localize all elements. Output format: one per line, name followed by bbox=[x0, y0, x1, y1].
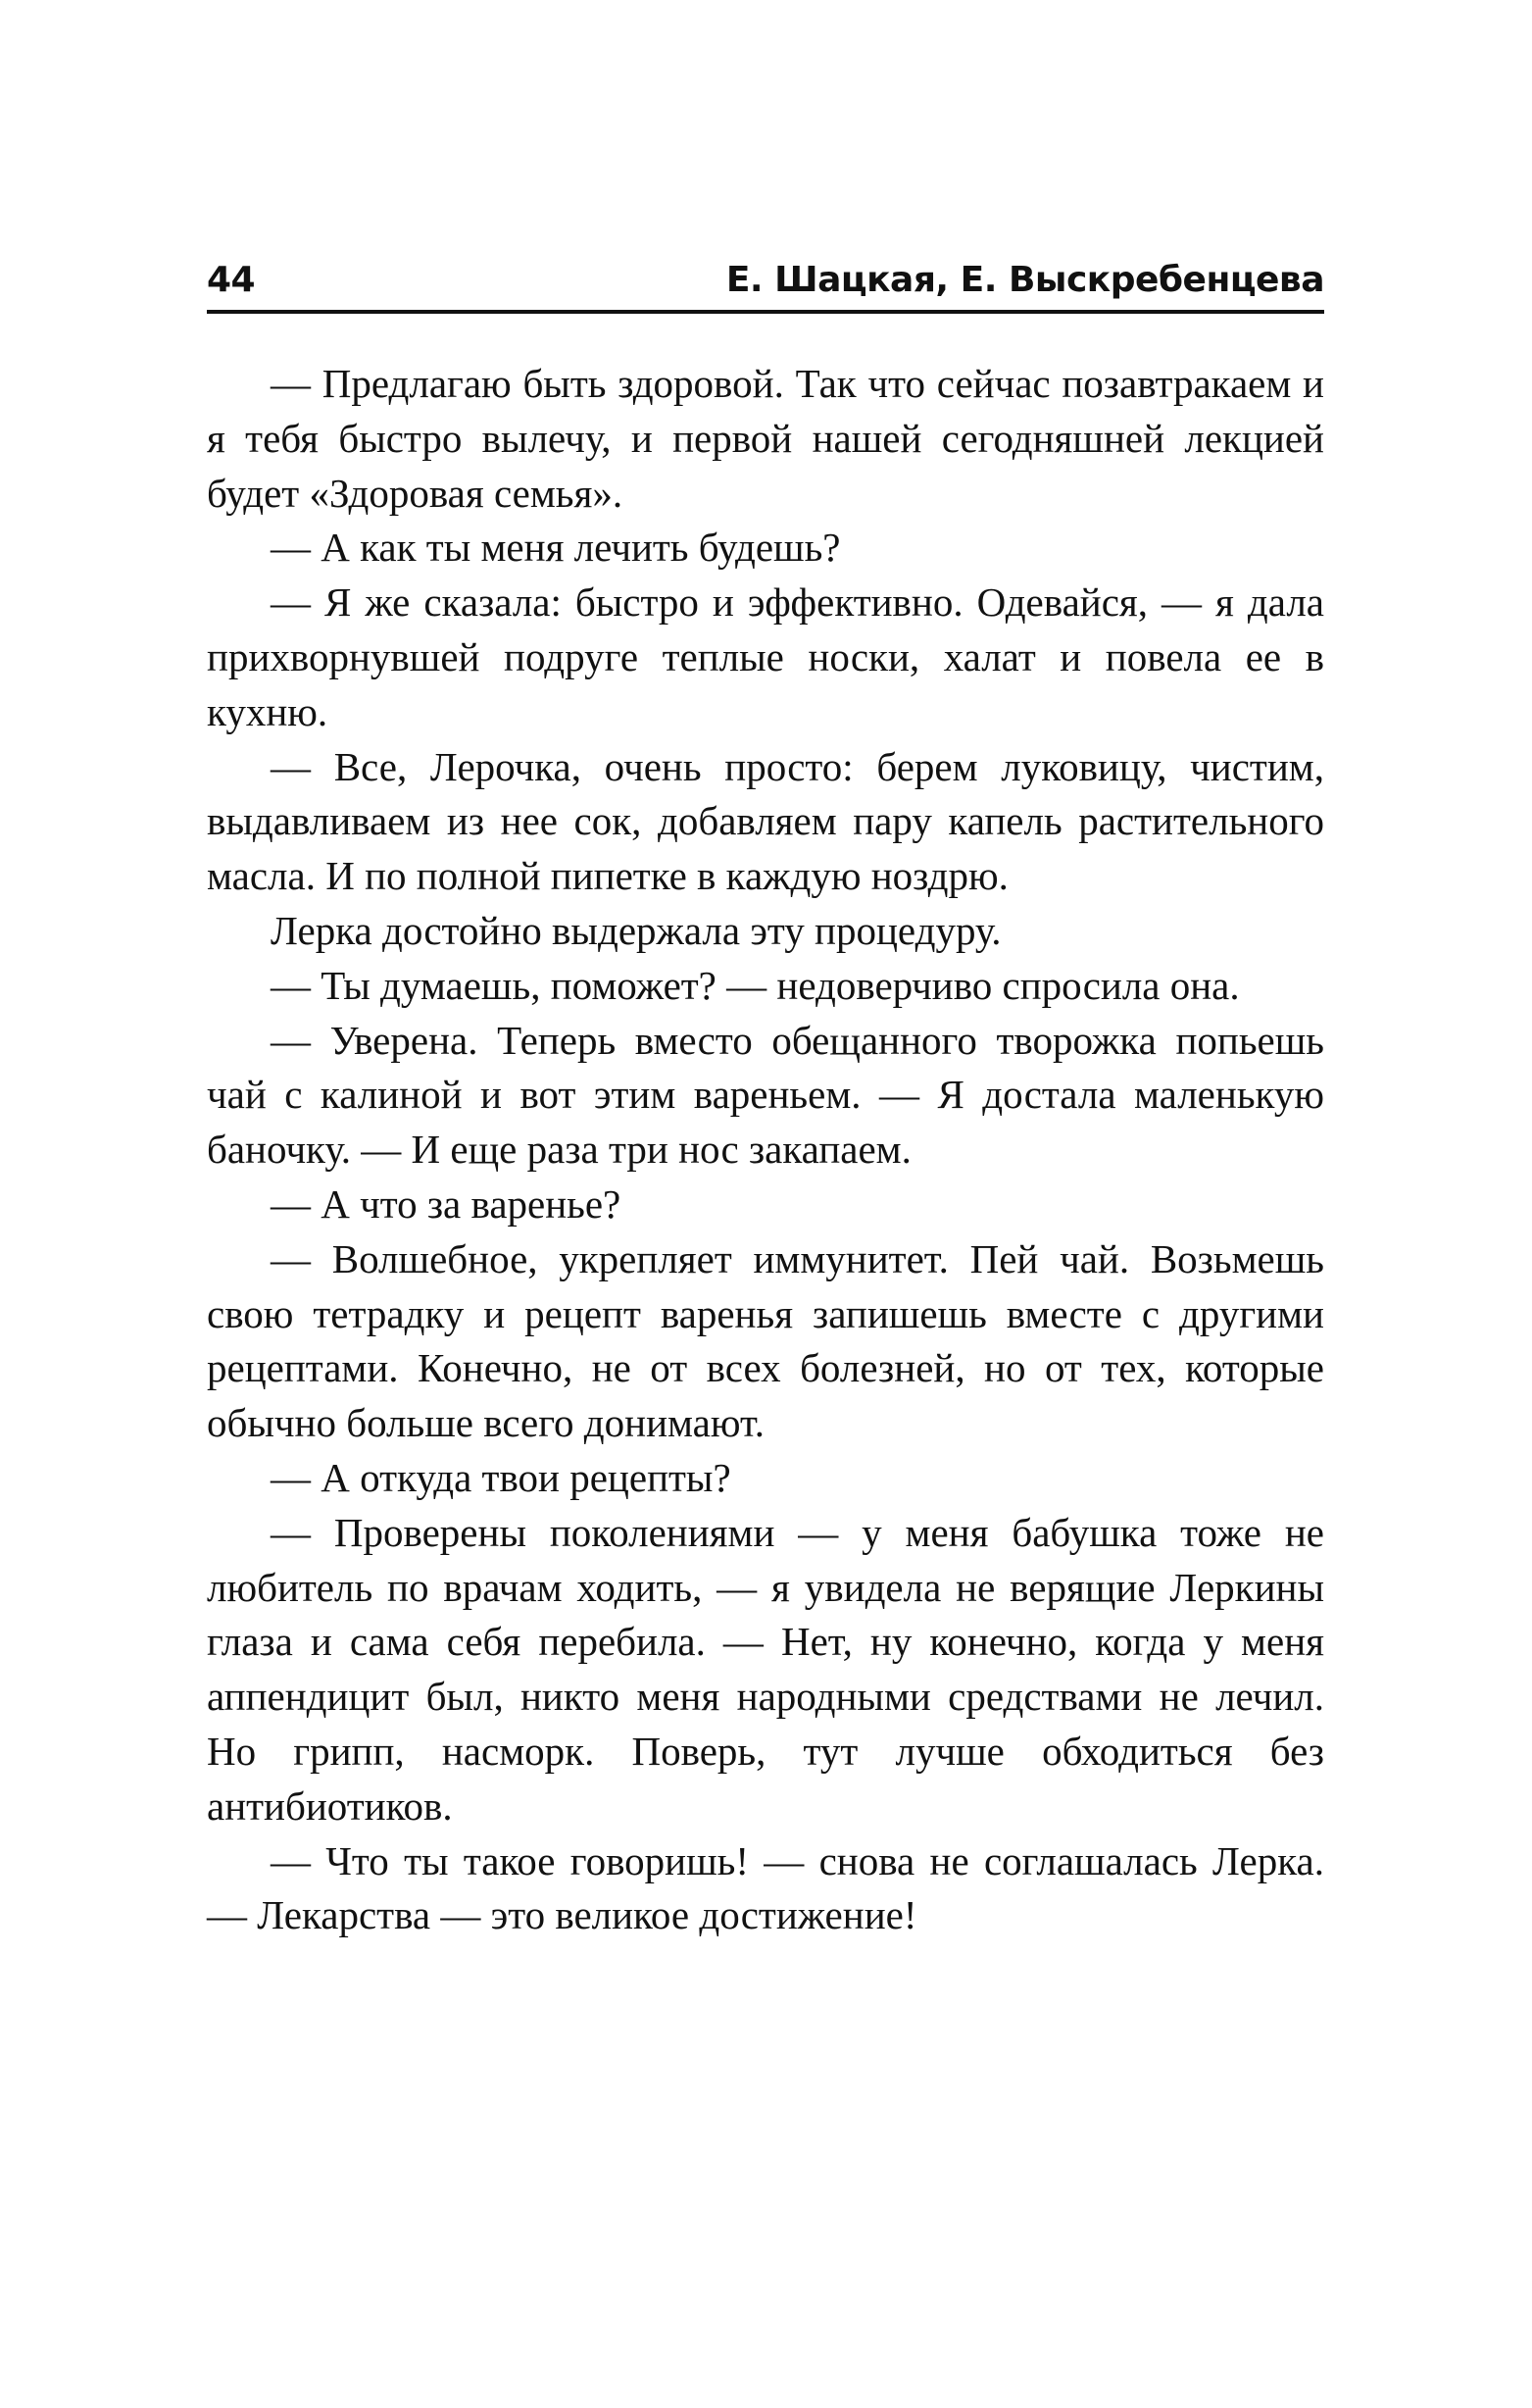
paragraph: Лерка достойно выдержала эту процедуру. bbox=[271, 907, 1002, 953]
running-header-authors: Е. Шацкая, Е. Выскребенцева bbox=[725, 260, 1324, 300]
paragraph: — Ты думаешь, поможет? — недоверчиво спросила она. bbox=[271, 962, 1240, 1008]
page-number: 44 bbox=[207, 260, 256, 300]
running-header bbox=[207, 257, 1324, 314]
paragraph: — А что за варенье? bbox=[271, 1180, 621, 1227]
body-text bbox=[207, 357, 1324, 1943]
paragraph: — Предлагаю быть здоровой. Так что сейчас позавтракаем и я тебя быстро вылечу, и первой нашей сегодняшней лекцией будет «Здоровая семья». bbox=[207, 361, 1324, 516]
paragraph: — Что ты такое говоришь! — снова не соглашалась Лерка. — Лекарства — это великое достижение! bbox=[207, 1837, 1324, 1938]
paragraph: — А как ты меня лечить будешь? bbox=[271, 525, 841, 571]
paragraph: — Проверены поколениями — у меня бабушка тоже не любитель по врачам ходить, — я увидела не верящие Леркины глаза и сама себя перебила. — Нет, ну конечно, когда у меня аппендицит был, никто меня народными средствами не лечил. Но грипп, насморк. Поверь, тут лучше обходиться без антибиотиков. bbox=[207, 1509, 1324, 1829]
paragraph: — Я же сказала: быстро и эффективно. Одевайся, — я дала прихворнувшей подруге теплые носки, халат и повела ее в кухню. bbox=[207, 579, 1324, 734]
paragraph: — А откуда твои рецепты? bbox=[271, 1454, 731, 1500]
book-page bbox=[207, 257, 1324, 1943]
paragraph: — Волшебное, укрепляет иммунитет. Пей чай. Возьмешь свою тетрадку и рецепт варенья запишешь вместе с другими рецептами. Конечно, не от всех болезней, но от тех, которые обычно больше всего донимают. bbox=[207, 1235, 1324, 1446]
paragraph: — Уверена. Теперь вместо обещанного творожка попьешь чай с калиной и вот этим вареньем. — Я достала маленькую баночку. — И еще раза три нос закапаем. bbox=[207, 1017, 1324, 1173]
paragraph: — Все, Лерочка, очень просто: берем луковицу, чистим, выдавливаем из нее сок, добавляем пару капель растительного масла. И по полной пипетке в каждую ноздрю. bbox=[207, 743, 1324, 899]
